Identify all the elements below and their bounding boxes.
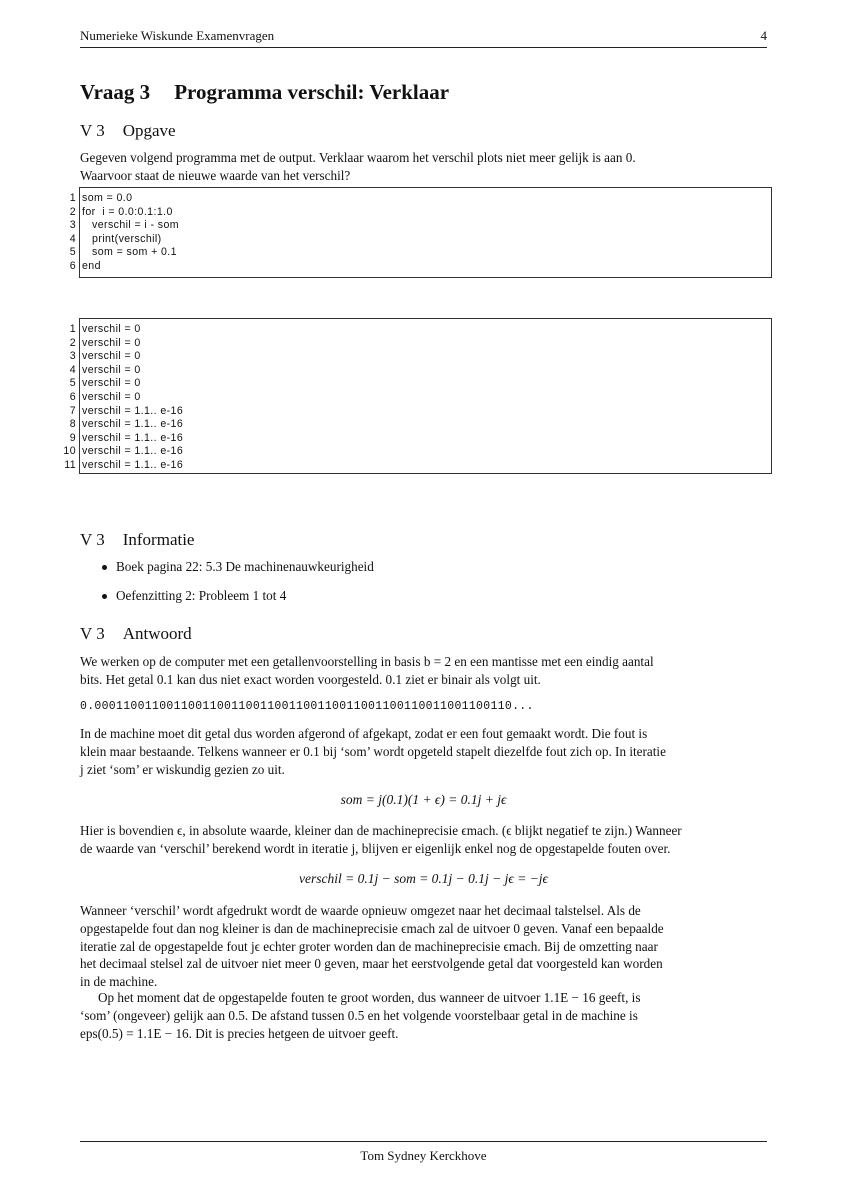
paragraph-line: bits. Het getal 0.1 kan dus niet exact worden voorgesteld. 0.1 ziet er binair als volgt uit. <box>80 671 541 687</box>
bullet-icon <box>102 565 107 570</box>
output-code-block <box>61 318 773 474</box>
output-line-number: 6 <box>69 391 76 403</box>
antwoord-heading <box>80 624 192 644</box>
paragraph-line: het decimaal stelsel zal de uitvoer niet meer 0 geven, maar het eerstvolgende getal dat voorgesteld kan worden <box>80 956 663 972</box>
equation-verschil: verschil = 0.1j − som = 0.1j − 0.1j − jϵ = −jϵ <box>298 871 548 886</box>
antwoord-number: V 3 <box>80 624 105 643</box>
antwoord-paragraph-4 <box>80 902 767 991</box>
list-item-text: Boek pagina 22: 5.3 De machinenauwkeurigheid <box>116 559 374 574</box>
output-line-number: 9 <box>69 431 76 444</box>
output-line-number: 8 <box>69 418 76 431</box>
binary-expansion: 0.0001100110011001100110011001100110011001100110011001100110... <box>80 700 534 713</box>
output-code-line: verschil = 1.1.. e-16 <box>82 459 184 471</box>
antwoord-paragraph-2 <box>80 725 767 778</box>
page-number: 4 <box>760 28 767 43</box>
footer-rule <box>80 1141 767 1142</box>
program-code-frame <box>79 187 772 278</box>
program-code-line: print(verschil) <box>82 232 162 245</box>
output-line-number: 11 <box>64 459 76 471</box>
output-line-number: 3 <box>69 350 76 363</box>
paragraph-line: in de machine. <box>80 974 158 990</box>
output-code-line: verschil = 0 <box>82 336 141 349</box>
output-line-number: 7 <box>69 404 76 417</box>
antwoord-paragraph-3 <box>80 822 767 858</box>
question-number: Vraag 3 <box>80 80 151 104</box>
paragraph-line: Op het moment dat de opgestapelde fouten te groot worden, dus wanneer de uitvoer 1.1E − 16 geeft, is <box>98 990 641 1005</box>
output-line-number: 4 <box>69 363 76 376</box>
program-line-number: 5 <box>69 246 76 259</box>
bullet-icon <box>102 594 107 599</box>
output-code-line: verschil = 1.1.. e-16 <box>82 445 184 458</box>
output-code-line: verschil = 0 <box>82 391 141 403</box>
equation-som: som = j(0.1)(1 + ϵ) = 0.1j + jϵ <box>340 792 507 807</box>
program-code-line: som = 0.0 <box>82 192 133 204</box>
output-line-number: 2 <box>69 336 76 349</box>
opgave-text <box>80 149 767 185</box>
informatie-title: Informatie <box>122 530 195 549</box>
program-code-line: verschil = i - som <box>82 219 179 232</box>
antwoord-paragraph-1 <box>80 653 767 689</box>
program-line-number: 6 <box>69 260 76 272</box>
paragraph-line: eps(0.5) = 1.1E − 16. Dit is precies hetgeen de uitvoer geeft. <box>80 1025 399 1041</box>
output-code-line: verschil = 1.1.. e-16 <box>82 418 184 431</box>
program-line-number: 2 <box>69 205 76 218</box>
output-code-line: verschil = 1.1.. e-16 <box>82 404 184 417</box>
output-code-line: verschil = 0 <box>82 350 141 363</box>
header-rule <box>80 47 767 48</box>
question-title: Programma verschil: Verklaar <box>174 80 450 104</box>
informatie-number: V 3 <box>80 530 105 549</box>
informatie-heading <box>80 530 194 550</box>
program-code-line: som = som + 0.1 <box>82 246 177 259</box>
footer-author: Tom Sydney Kerckhove <box>360 1148 487 1163</box>
output-line-number: 10 <box>63 445 76 458</box>
opgave-line: Gegeven volgend programma met de output. Verklaar waarom het verschil plots niet meer gelijk is aan 0. <box>80 150 636 165</box>
program-code-block <box>61 187 773 278</box>
opgave-heading <box>80 121 176 141</box>
paragraph-line: j ziet ‘som’ er wiskundig gezien zo uit. <box>80 761 285 777</box>
program-line-number: 1 <box>69 192 76 204</box>
output-line-number: 1 <box>69 323 76 335</box>
output-line-number: 5 <box>69 377 76 390</box>
paragraph-line: Wanneer ‘verschil’ wordt afgedrukt wordt de waarde opnieuw omgezet naar het decimaal talstelsel. Als de <box>80 903 641 918</box>
paragraph-line: iteratie zal de opgestapelde fout jϵ echter groter worden dan de machineprecisie ϵmach. Bij de omzetting naar <box>80 938 658 954</box>
program-line-number: 4 <box>69 232 76 245</box>
opgave-number: V 3 <box>80 121 105 140</box>
paragraph-line: ‘som’ (ongeveer) gelijk aan 0.5. De afstand tussen 0.5 en het volgende voorstelbaar getal in de machine is <box>80 1007 638 1023</box>
paragraph-line: de waarde van ‘verschil’ berekend wordt in iteratie j, blijven er eigenlijk enkel nog de opgestapelde fouten over. <box>80 840 671 856</box>
output-code-line: verschil = 1.1.. e-16 <box>82 431 184 444</box>
program-code-line: for i = 0.0:0.1:1.0 <box>82 205 173 218</box>
header-title: Numerieke Wiskunde Examenvragen <box>80 28 275 43</box>
paragraph-line: opgestapelde fout dan nog kleiner is dan de machineprecisie ϵmach zal de uitvoer 0 geven. Vanaf een bepaalde <box>80 920 664 936</box>
list-item-text: Oefenzitting 2: Probleem 1 tot 4 <box>116 588 287 603</box>
program-code-line: end <box>82 260 101 272</box>
paragraph-line: In de machine moet dit getal dus worden afgerond of afgekapt, zodat er een fout gemaakt wordt. Die fout is <box>80 726 648 741</box>
antwoord-title: Antwoord <box>122 624 192 643</box>
program-line-number: 3 <box>69 219 76 232</box>
paragraph-line: klein maar bestaande. Telkens wanneer er 0.1 bij ‘som’ wordt opgeteld stapelt diezelfde fout zich op. In iteratie <box>80 743 666 759</box>
paragraph-line: Hier is bovendien ϵ, in absolute waarde, kleiner dan de machineprecisie ϵmach. (ϵ blijkt negatief te zijn.) Wanneer <box>80 823 682 838</box>
opgave-title: Opgave <box>122 121 176 140</box>
paragraph-line: We werken op de computer met een getallenvoorstelling in basis b = 2 en een mantisse met een eindig aantal <box>80 654 654 669</box>
question-heading <box>80 80 449 105</box>
antwoord-paragraph-5 <box>80 989 767 1042</box>
output-code-line: verschil = 0 <box>82 363 141 376</box>
opgave-line: Waarvoor staat de nieuwe waarde van het verschil? <box>80 167 351 183</box>
output-code-line: verschil = 0 <box>82 377 141 390</box>
output-code-line: verschil = 0 <box>82 323 141 335</box>
